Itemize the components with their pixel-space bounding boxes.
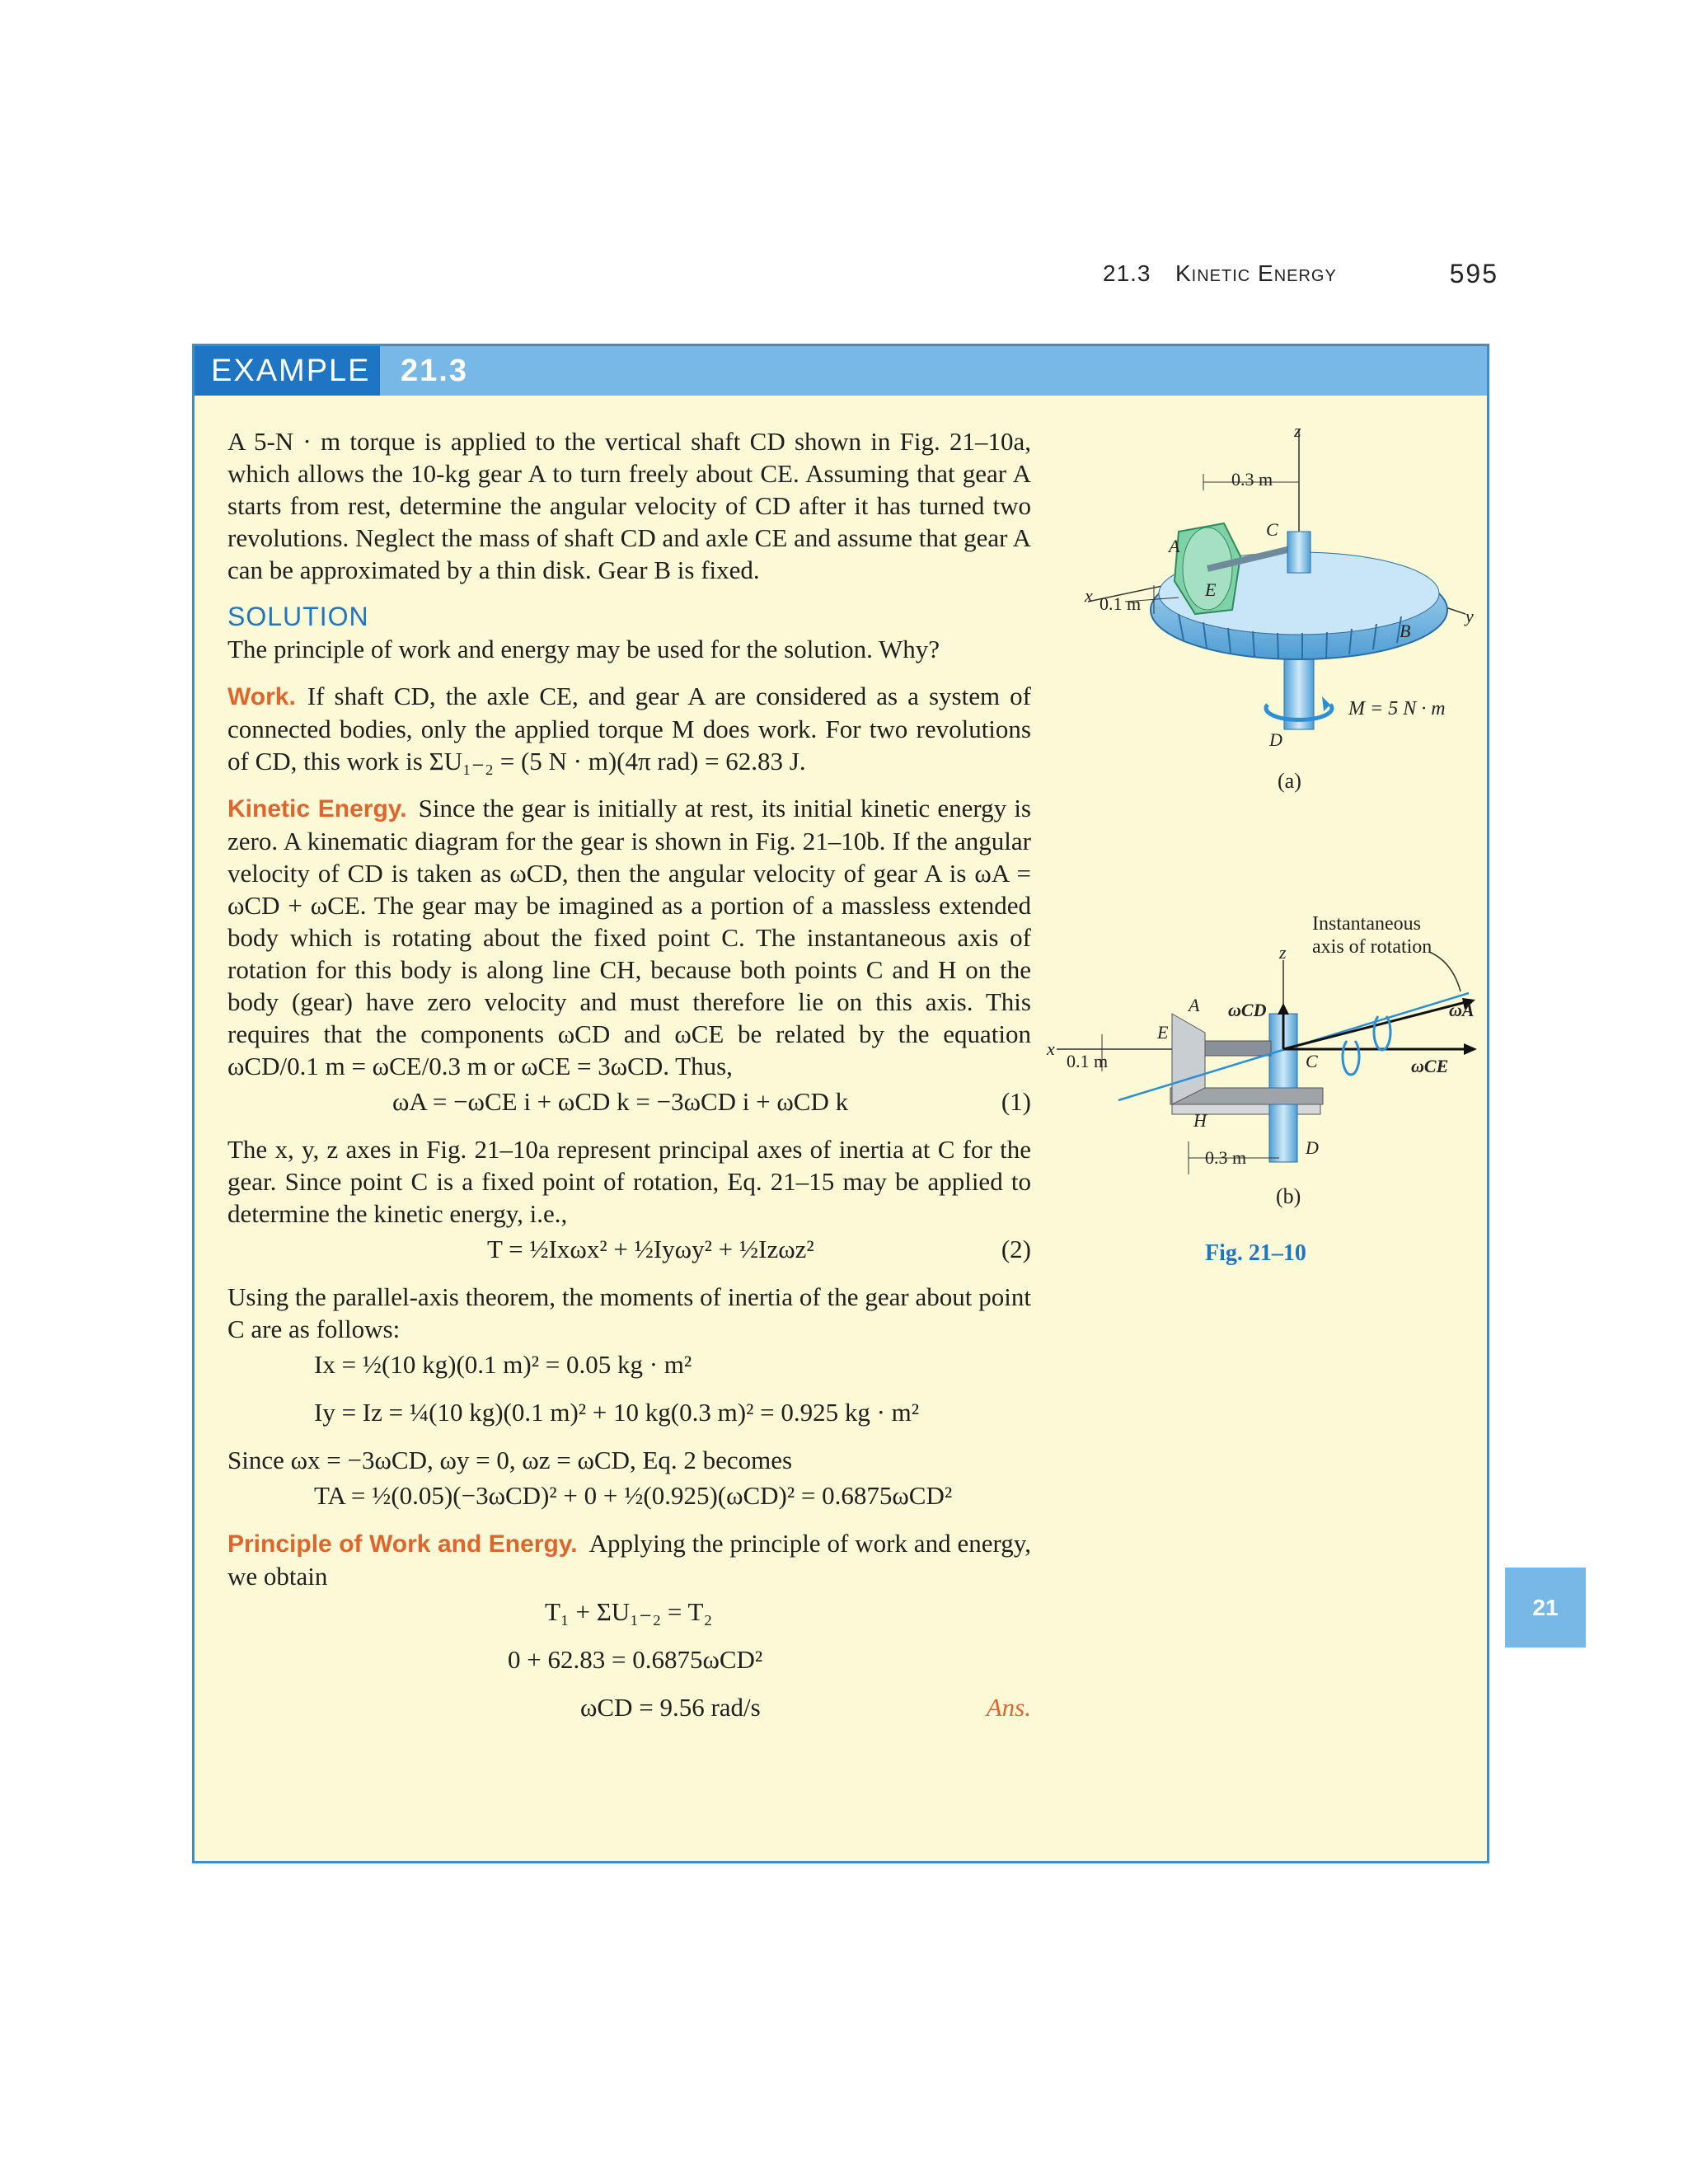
figure-a-drawing (1071, 416, 1484, 804)
equation-2 (227, 1233, 1031, 1272)
equation-ta (227, 1479, 1031, 1519)
equation-p3 (227, 1691, 1031, 1731)
solution-intro: The principle of work and energy may be used for the solution. Why? (227, 635, 940, 663)
work-energy-heading: Principle of Work and Energy. (227, 1530, 578, 1558)
work-paragraph (227, 680, 1031, 777)
equation-p1 (227, 1596, 1031, 1635)
fig-b-instant-label-2: axis of rotation (1312, 936, 1432, 958)
work-heading: Work. (227, 683, 296, 710)
equation-ix (227, 1348, 1031, 1388)
equation-1 (227, 1085, 1031, 1125)
example-label: EXAMPLE (195, 346, 380, 396)
figure-b (1040, 902, 1485, 1212)
page-number: 595 (1449, 259, 1498, 288)
equation-p3-body: ωCD = 9.56 rad/s (580, 1693, 761, 1722)
equation-1-body: ωA = −ωCE i + ωCD k = −3ωCD i + ωCD k (392, 1087, 849, 1116)
section-number: 21.3 (1103, 260, 1151, 286)
fig-b-x-label: x (1047, 1038, 1055, 1059)
fig-b-A-label: A (1189, 995, 1200, 1015)
chapter-tab: 21 (1505, 1568, 1586, 1647)
fig-b-C-label: C (1306, 1051, 1318, 1071)
example-number: 21.3 (401, 354, 468, 388)
kinetic-energy-text: Since the gear is initially at rest, its initial kinetic energy is zero. A kinematic diagram for the gear is shown in Fig. 21–10b. If the angular velocity of CD is taken as ωCD, then the angular velocity of gear A is ωA = ωCD + ωCE. The gear may be imagined as a portion of a massless extended body which is rotating about the fixed point C. The instantaneous axis of rotation for this body is along line CH, because both points C and H on the body (gear) have zero velocity and must therefore lie on this axis. This requires that the components ωCD and ωCE be related by the equation ωCD/0.1 m = ωCE/0.3 m or ωCE = 3ωCD. Thus, (227, 794, 1031, 1080)
fig-b-H-label: H (1193, 1110, 1207, 1131)
fig-a-E-label: E (1205, 579, 1217, 600)
fig-a-moment-label: M = 5 N · m (1348, 698, 1446, 719)
fig-b-wce-label: ωCE (1411, 1056, 1449, 1076)
fig-a-D-label: D (1269, 729, 1282, 750)
equation-1-number: (1) (1001, 1087, 1031, 1116)
equation-p1-body: T₁ + ΣU₁₋₂ = T₂ (545, 1597, 713, 1626)
kinetic-energy-paragraph (227, 792, 1031, 1082)
figure-title: Fig. 21–10 (1205, 1240, 1306, 1266)
fig-a-dim-03: 0.3 m (1231, 469, 1273, 490)
section-title: Kinetic Energy (1175, 260, 1337, 286)
fig-b-dim-01: 0.1 m (1067, 1051, 1109, 1071)
fig-b-caption: (b) (1276, 1184, 1301, 1208)
fig-a-caption: (a) (1278, 769, 1301, 793)
equation-2-body: T = ½Ixωx² + ½Iyωy² + ½Izωz² (487, 1235, 814, 1263)
fig-b-instant-label: Instantaneous (1312, 913, 1421, 935)
figure-b-drawing (1040, 902, 1485, 1212)
answer-label: Ans. (986, 1693, 1031, 1722)
work-energy-text: Applying the principle of work and energy, we obtain (227, 1529, 1031, 1591)
fig-a-y-label: y (1465, 606, 1474, 626)
fig-a-C-label: C (1266, 519, 1278, 540)
figure-a (1071, 416, 1484, 804)
equation-iy (227, 1396, 1031, 1436)
work-text: If shaft CD, the axle CE, and gear A are considered as a system of connected bodies, only the applied torque M does work. For two revolutions of CD, this work is ΣU₁₋₂ = (5 N · m)(4π rad) = 62.83 J. (227, 682, 1031, 776)
equation-2-number: (2) (1001, 1235, 1031, 1263)
solution-heading: SOLUTION (227, 602, 369, 631)
since-paragraph: Since ωx = −3ωCD, ωy = 0, ωz = ωCD, Eq. 2 becomes (227, 1446, 793, 1474)
fig-a-x-label: x (1085, 585, 1093, 606)
fig-a-B-label: B (1400, 621, 1411, 641)
equation-iy-body: Iy = Iz = ¼(10 kg)(0.1 m)² + 10 kg(0.3 m)² = 0.925 kg · m² (314, 1398, 920, 1427)
text-column (227, 425, 1031, 1739)
fig-b-D-label: D (1306, 1137, 1319, 1158)
parallel-axis-paragraph: Using the parallel-axis theorem, the moments of inertia of the gear about point C are as follows: (227, 1282, 1031, 1343)
fig-a-dim-01: 0.1 m (1100, 593, 1142, 614)
running-head (1103, 260, 1498, 293)
fig-b-dim-03: 0.3 m (1205, 1147, 1247, 1168)
example-header (195, 346, 1487, 396)
problem-statement: A 5-N · m torque is applied to the vertical shaft CD shown in Fig. 21–10a, which allows the 10-kg gear A to turn freely about CE. Assuming that gear A starts from rest, determine the angular velocity of CD after it has turned two revolutions. Neglect the mass of shaft CD and axle CE and assume that gear A can be approximated by a thin disk. Gear B is fixed. (227, 427, 1031, 584)
equation-ix-body: Ix = ½(10 kg)(0.1 m)² = 0.05 kg · m² (314, 1350, 692, 1379)
axes-paragraph: The x, y, z axes in Fig. 21–10a represent principal axes of inertia at C for the gear. Since point C is a fixed point of rotation, Eq. 21–15 may be applied to determine the kinetic energy, i.e., (227, 1135, 1031, 1228)
fig-b-wa-label: ωA (1449, 1000, 1475, 1020)
work-energy-paragraph (227, 1527, 1031, 1592)
kinetic-energy-heading: Kinetic Energy. (227, 795, 407, 823)
equation-p2 (227, 1643, 1031, 1683)
fig-a-A-label: A (1169, 536, 1180, 556)
fig-a-z-label: z (1294, 420, 1301, 441)
fig-b-z-label: z (1279, 942, 1287, 963)
equation-p2-body: 0 + 62.83 = 0.6875ωCD² (508, 1645, 763, 1674)
fig-b-wcd-label: ωCD (1228, 1000, 1267, 1020)
equation-ta-body: TA = ½(0.05)(−3ωCD)² + 0 + ½(0.925)(ωCD)² = 0.6875ωCD² (314, 1481, 953, 1510)
fig-b-E-label: E (1157, 1022, 1169, 1043)
